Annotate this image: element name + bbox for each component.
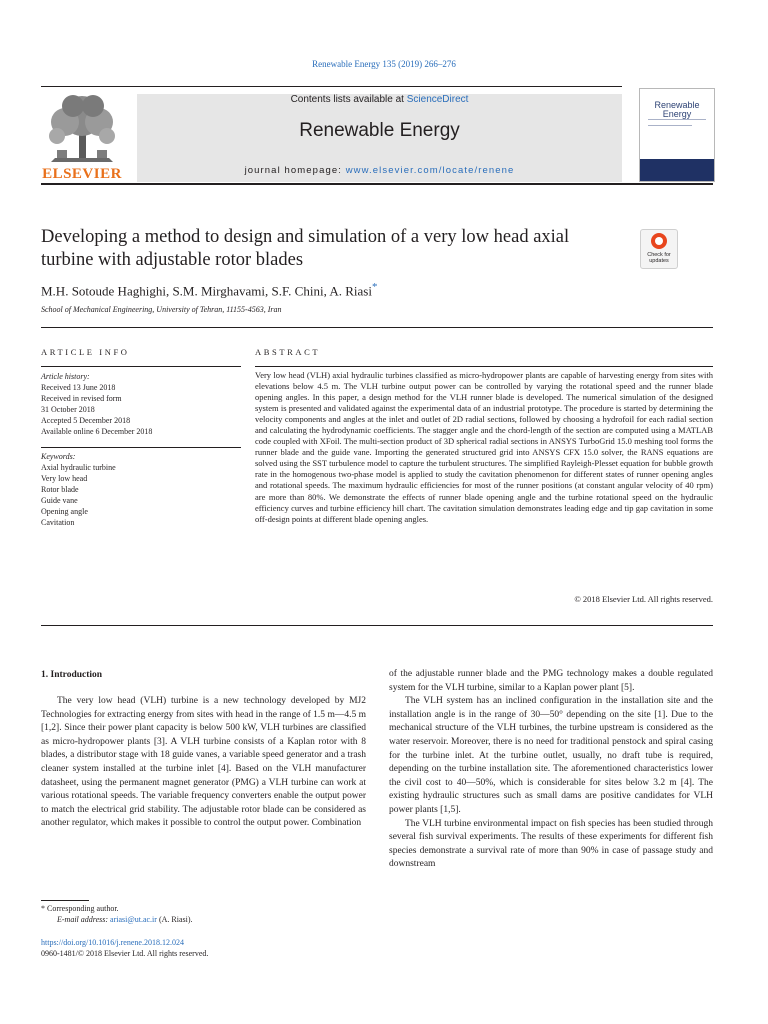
author-list: [41, 281, 377, 299]
email-link[interactable]: ariasi@ut.ac.ir: [110, 915, 157, 924]
homepage-link[interactable]: www.elsevier.com/locate/renene: [345, 165, 515, 176]
keywords-label: Keywords:: [41, 452, 76, 461]
email-name: (A. Riasi).: [158, 915, 193, 924]
badge-label: Check for updates: [647, 252, 671, 264]
homepage-line: [137, 165, 622, 176]
history-label: Article history:: [41, 372, 90, 381]
homepage-prefix: journal homepage:: [244, 165, 346, 176]
body-paragraph: The VLH system has an inclined configuration in the installation site and the installation angle is in the range of 30—50° depending on the site [1]. Due to the mechanical structure of the VLH turbines, the turbine upstream is considered as the water reservoir. Moreover, there is no need for traditional penstock and spiral casing for the turbine inlet. At the turbine outlet, usually, no draft tube is required, depending on the turbine installation site. The aforementioned characteristics lower the civil cost to 40—50%, which is considerable for sites below 3.2 m [4]. The existing hydraulic structures such as small dams are positive candidates for VLH power plants [1,5].: [389, 696, 713, 815]
body-column-right: [389, 668, 713, 872]
rule-divider: [41, 366, 241, 367]
footnote-line: [41, 903, 193, 914]
cover-title: Renewable Energy: [654, 100, 700, 119]
cover-bar: [640, 159, 714, 181]
history-item: Accepted 5 December 2018: [41, 416, 131, 425]
keyword: Axial hydraulic turbine: [41, 463, 116, 472]
journal-title: Renewable Energy: [299, 120, 460, 141]
check-updates-icon: [651, 233, 667, 249]
doi-link[interactable]: https://doi.org/10.1016/j.renene.2018.12.024: [41, 938, 184, 947]
keyword: Opening angle: [41, 507, 88, 516]
keyword: Cavitation: [41, 518, 75, 527]
body-paragraph: of the adjustable runner blade and the PMG technology makes a double regulated system for the VLH turbine, similar to a Kaplan power plant [5].: [389, 669, 713, 693]
footnote-rule: [41, 900, 89, 901]
history-item: Available online 6 December 2018: [41, 427, 153, 436]
header-rule-top: [41, 86, 622, 87]
abstract-text: Very low head (VLH) axial hydraulic turbines classified as micro-hydropower plants are capable of harvesting energy from sites with elevations below 4.5 m. The VLH turbine output power can be controlled by varying the rotational speed and the runner blade opening angles. In this paper, a design method for the VLH runner blade is developed. The numerical simulation of the designed system is presented and validated against the experimental data of an industrial prototype. The procedure is started by determining the velocity components and angles at the inlet and outlet of 2D radial sections, followed by choosing a hydrofoil for each radial section and calculating the hydrodynamic coefficients. The stagger angle and the chord-length of the section are computed using a MATLAB code coupled with XFoil. The multi-section product of 3D spherical radial sections in ANSYS TurboGrid 15.0 meshing tool forms the runner blade and the guide vane. Importing the generated structured grid into ANSYS CFX 15.0 solver, the RANS equations are solved using the SST turbulence model to capture the turbulent structures. The simplified Rayleigh-Plesset equation for bubble growth rate in the homogenous two-phase model is applied to study the cavitation phenomenon for different states of runner opening angles and rotational speeds. The maximum hydraulic efficiencies for most of the runner positions (at constant angular velocity of 40 rpm) are more than 80%. We demonstrate the effects of runner blade opening angle and the turbine rotational speed on the hydraulic efficiency curves and turbine efficiency hill chart. The cavitation simulation demonstrates leading edge and tip gap cavitation in some off-design points at different blade opening angles.: [255, 370, 713, 524]
check-for-updates-badge[interactable]: [640, 229, 678, 269]
contents-line: [137, 94, 622, 105]
history-item: Received 13 June 2018: [41, 383, 116, 392]
corresponding-author-mark[interactable]: *: [371, 281, 378, 293]
footnote-mark: *: [41, 904, 45, 913]
journal-cover-thumbnail[interactable]: [639, 88, 715, 182]
rule-divider: [41, 625, 713, 626]
rule-divider: [41, 447, 241, 448]
journal-banner: [137, 94, 622, 182]
section-heading: 1. Introduction: [41, 670, 103, 680]
abstract-copyright: © 2018 Elsevier Ltd. All rights reserved.: [574, 594, 713, 604]
body-paragraph: The very low head (VLH) turbine is a new technology developed by MJ2 Technologies for extracting energy from sites with head in the range of 1.5 m—4.5 m [1,2]. Since their power plant capacity is below 500 kW, VLH turbines are classified as micro-hydropower plants [3]. A VLH turbine consists of a Kaplan rotor with 8 blades, a distributor stage with 18 guide vanes, a variable speed generator and a trash cleaner system installed at the turbine inlet [4]. Based on the VLH manufacturer datasheet, using the permanent magnet generator (PMG) a VLH turbine can work at various rotational speeds. The variable frequency converters enable the output power to match the electrical grid stability. The adjustable rotor blade can be considered as another regulator, which makes it possible to control the output power. Combination: [41, 696, 366, 829]
footnote: [41, 903, 193, 925]
body-paragraph: The VLH turbine environmental impact on fish species has been studied through several fish survival experiments. The results of these experiments for different fish species demonstrate a survival rate of more than 90% in case of passage study and downstream: [389, 818, 713, 870]
sciencedirect-link[interactable]: ScienceDirect: [406, 94, 469, 105]
abstract-heading: ABSTRACT: [255, 347, 321, 357]
citation-link[interactable]: Renewable Energy 135 (2019) 266–276: [312, 59, 456, 69]
keyword: Very low head: [41, 474, 88, 483]
email-line: [41, 914, 193, 925]
paper-title: Developing a method to design and simulation of a very low head axial turbine with adjustable rotor blades: [41, 227, 570, 270]
header-rule-bottom: [41, 183, 713, 185]
body-column-left: [41, 695, 366, 831]
keyword: Guide vane: [41, 496, 78, 505]
contents-prefix: Contents lists available at: [290, 94, 407, 105]
article-history: [41, 371, 241, 437]
check-updates-icon-center: [655, 237, 663, 245]
affiliation: School of Mechanical Engineering, University of Tehran, 11155-4563, Iran: [41, 305, 282, 314]
elsevier-wordmark: ELSEVIER: [42, 166, 122, 182]
rule-divider: [255, 366, 713, 367]
rule-divider: [41, 327, 713, 328]
keyword: Rotor blade: [41, 485, 79, 494]
article-info-heading: ARTICLE INFO: [41, 347, 130, 357]
footnote-label: Corresponding author.: [47, 904, 119, 913]
authors-text: M.H. Sotoude Haghighi, S.M. Mirghavami, S.F. Chini, A. Riasi: [41, 283, 372, 299]
issn-line: 0960-1481/© 2018 Elsevier Ltd. All rights reserved.: [41, 949, 209, 958]
email-label: E-mail address:: [57, 915, 109, 924]
keywords-block: [41, 451, 241, 528]
cover-decoration: [648, 125, 692, 126]
history-item: Received in revised form: [41, 394, 122, 403]
history-item: 31 October 2018: [41, 405, 95, 414]
cover-decoration: [648, 119, 706, 120]
